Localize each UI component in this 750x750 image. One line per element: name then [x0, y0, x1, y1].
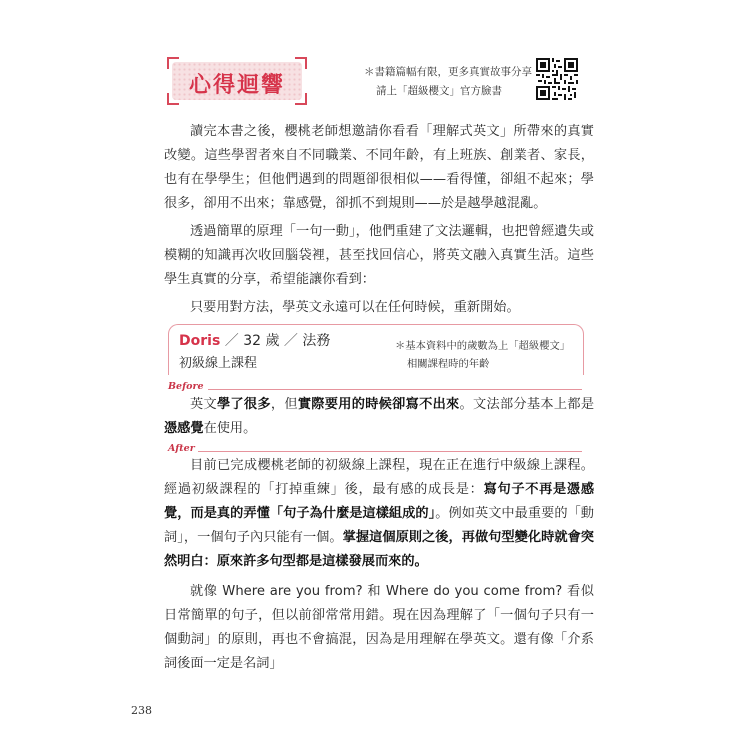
after-paragraph: 就像 Where are you from? 和 Where do you come from? 看似日常簡單的句子，但以前卻常常用錯。現在因為理解了「一個句子只有一個動詞」的原則，再也不會搞混，因為是用理解在學英文。還有像「介系詞後面一定是名詞」 [164, 584, 594, 671]
student-course: 初級線上課程 [179, 356, 258, 371]
header-note-line2: 請上「超級櫻文」官方臉書 [376, 85, 502, 97]
text-run: 目前已完成櫻桃老師的初級線上課程，現在正在進行中級線上課程。經過初級課程的「打掉重練」後，最有感的成長是： [164, 458, 594, 497]
student-info [179, 330, 330, 350]
before-section [164, 393, 594, 445]
text-run: ，但 [270, 397, 298, 412]
before-divider [208, 389, 582, 390]
separator: ／ [224, 333, 239, 349]
profile-note [395, 337, 585, 373]
after-label: After [168, 443, 195, 454]
bold-text: 寫句子不再是憑感覺，而是真的弄懂「句子為什麼是這樣組成的」 [164, 482, 595, 521]
bold-text: 學了很多 [216, 397, 271, 412]
profile-note-line1: ＊基本資料中的歲數為上「超級櫻文」 [395, 340, 571, 352]
before-paragraph [164, 393, 594, 441]
bold-text: 掌握這個原則之後，再做句型變化時就會突然明白：原來許多句型都是這樣發展而來的。 [164, 530, 594, 569]
header-note-line1: ＊書籍篇幅有限，更多真實故事分享 [364, 66, 532, 78]
intro-paragraph: 只要用對方法，學英文永遠可以在任何時候，重新開始。 [190, 300, 520, 315]
separator: ／ [283, 333, 298, 349]
profile-note-line2: 相關課程時的年齡 [407, 358, 490, 370]
student-age: 32 歲 [243, 333, 280, 349]
student-job: 法務 [302, 333, 331, 349]
page-title: 心得迴響 [188, 73, 285, 98]
section-title-badge [172, 62, 302, 102]
before-label: Before [168, 381, 204, 392]
text-run: 英文 [190, 397, 217, 412]
qr-code-icon [536, 58, 578, 100]
student-profile-box [168, 324, 584, 375]
after-paragraph [164, 454, 594, 574]
text-run: 。例如英文中最重要的「動詞」，一個句子內只能有一個。 [164, 506, 594, 545]
intro-text [164, 120, 594, 324]
intro-paragraph: 透過簡單的原理「一句一動」，他們重建了文法邏輯，也把曾經遺失或模糊的知識再次收回腦袋裡，甚至找回信心，將英文融入真實生活。這些學生真實的分享，希望能讓你看到： [164, 224, 594, 287]
student-name: Doris [179, 333, 221, 349]
bold-text: 實際要用的時候卻寫不出來 [297, 397, 460, 412]
after-divider [198, 451, 582, 452]
text-run: 在使用。 [203, 421, 257, 436]
header-note [364, 63, 534, 101]
page-number: 238 [131, 704, 152, 717]
intro-paragraph: 讀完本書之後，櫻桃老師想邀請你看看「理解式英文」所帶來的真實改變。這些學習者來自不同職業、不同年齡，有上班族、創業者、家長，也有在學學生；但他們遇到的問題卻很相似——看得懂，卻組不起來；學很多，卻用不出來；靠感覺，卻抓不到規則——於是越學越混亂。 [164, 124, 594, 211]
bold-text: 憑感覺 [164, 421, 204, 436]
after-section [164, 454, 594, 680]
text-run: 。文法部分基本上都是 [459, 397, 595, 412]
